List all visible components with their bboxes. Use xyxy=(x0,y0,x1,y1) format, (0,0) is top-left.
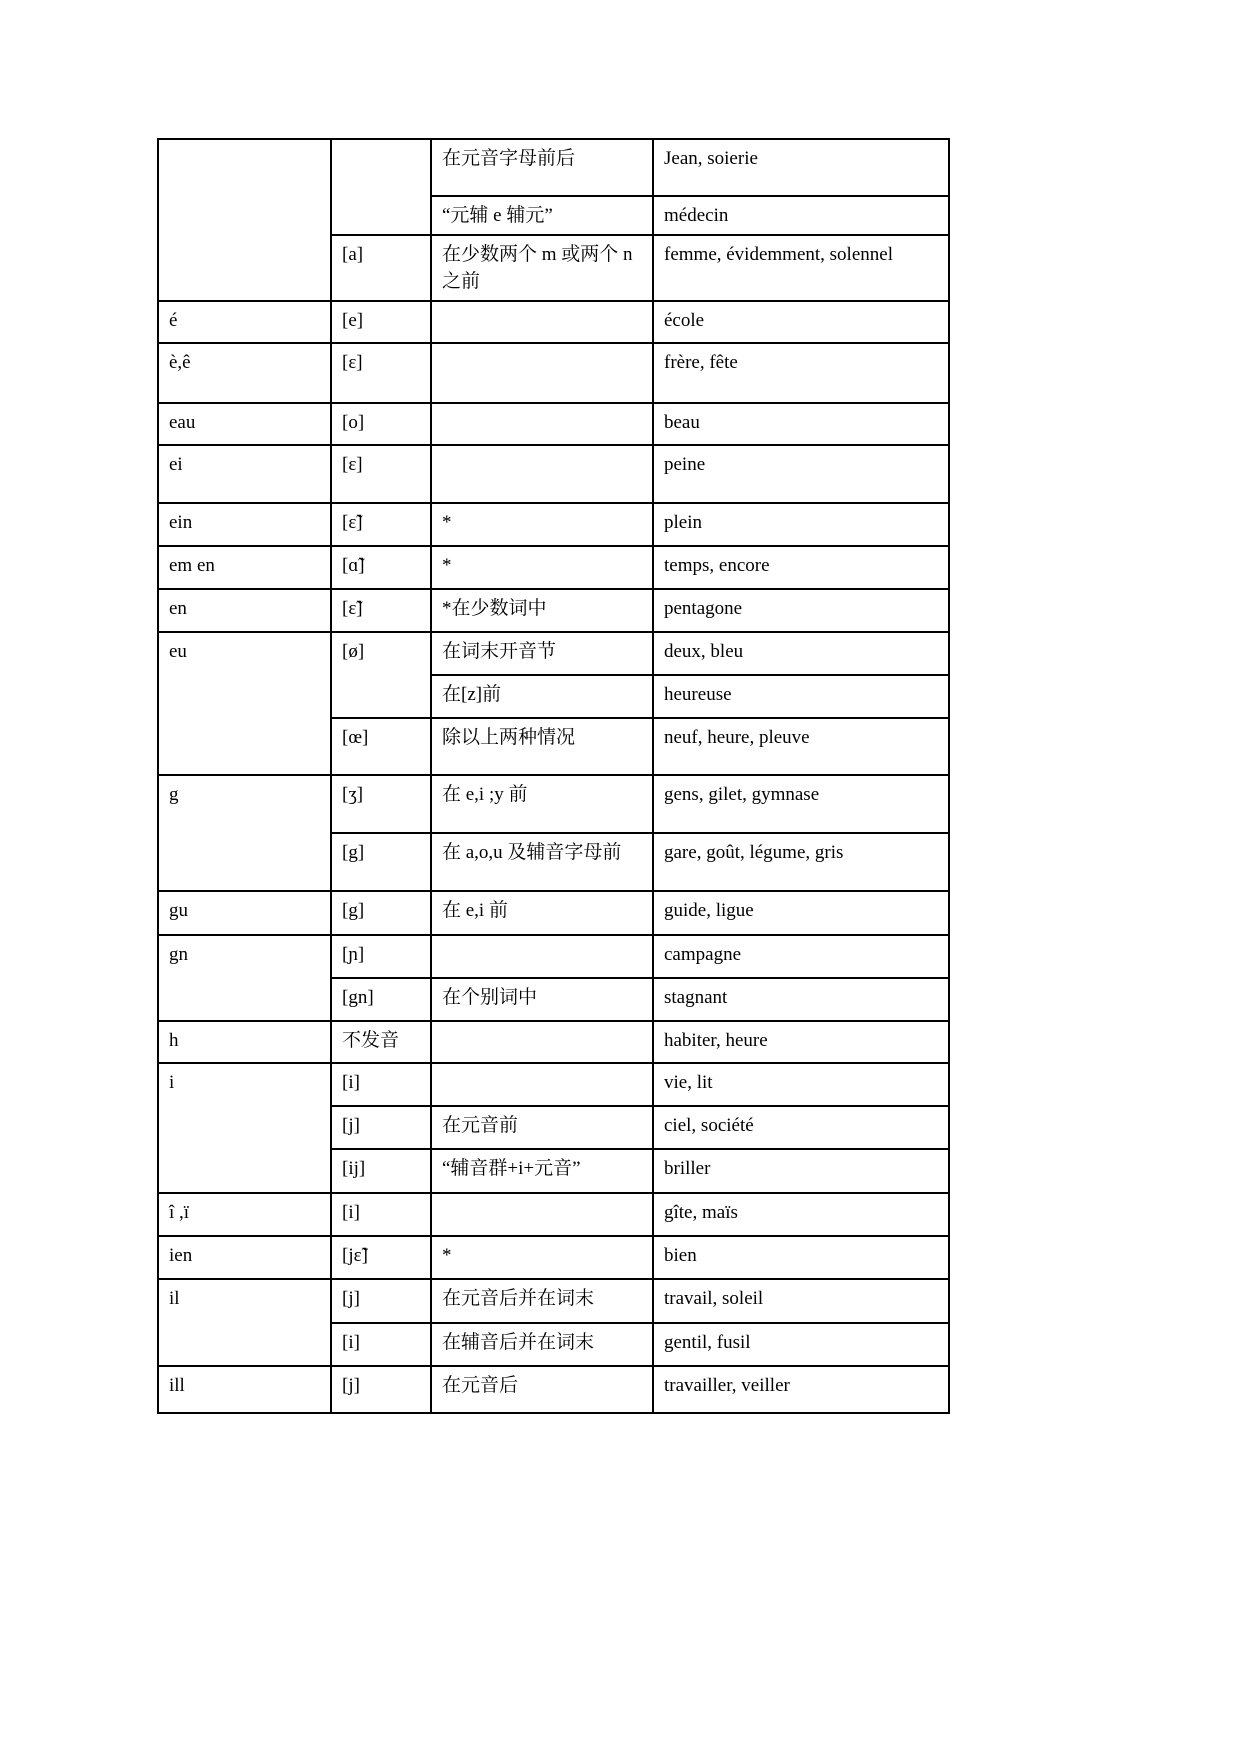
condition-cell: 除以上两种情况 xyxy=(431,718,653,775)
examples-cell: plein xyxy=(653,503,949,546)
examples-cell: médecin xyxy=(653,196,949,235)
condition-cell: “元辅 e 辅元” xyxy=(431,196,653,235)
symbol-cell: [jɛ̃] xyxy=(331,1236,431,1279)
symbol-cell: [a] xyxy=(331,235,431,301)
letter-cell: eu xyxy=(158,632,331,775)
examples-cell: frère, fête xyxy=(653,343,949,403)
examples-cell: campagne xyxy=(653,935,949,978)
symbol-cell: [j] xyxy=(331,1279,431,1323)
table-row xyxy=(158,445,949,503)
examples-cell: deux, bleu xyxy=(653,632,949,675)
letter-cell: ill xyxy=(158,1366,331,1413)
examples-cell: beau xyxy=(653,403,949,445)
condition-cell: * xyxy=(431,1236,653,1279)
symbol-cell: [ʒ] xyxy=(331,775,431,833)
symbol-cell: [j] xyxy=(331,1366,431,1413)
letter-cell: h xyxy=(158,1021,331,1063)
examples-cell: femme, évidemment, solennel xyxy=(653,235,949,301)
condition-cell xyxy=(431,935,653,978)
condition-cell: 在元音前 xyxy=(431,1106,653,1149)
examples-cell: école xyxy=(653,301,949,343)
symbol-cell: [ɛ̃] xyxy=(331,589,431,632)
table-row xyxy=(158,589,949,632)
letter-cell: i xyxy=(158,1063,331,1193)
symbol-cell: [ø] xyxy=(331,632,431,718)
symbol-cell: [œ] xyxy=(331,718,431,775)
symbol-cell: [ɲ] xyxy=(331,935,431,978)
pronunciation-table xyxy=(157,138,950,1414)
symbol-cell: [gn] xyxy=(331,978,431,1021)
condition-cell xyxy=(431,301,653,343)
letter-cell xyxy=(158,139,331,301)
examples-cell: travailler, veiller xyxy=(653,1366,949,1413)
table-row xyxy=(158,1366,949,1413)
table-row xyxy=(158,775,949,833)
condition-cell: 在词末开音节 xyxy=(431,632,653,675)
symbol-cell: [i] xyxy=(331,1193,431,1236)
table-row xyxy=(158,1063,949,1106)
condition-cell: 在元音后 xyxy=(431,1366,653,1413)
condition-cell xyxy=(431,403,653,445)
condition-cell: 在元音字母前后 xyxy=(431,139,653,196)
condition-cell: * xyxy=(431,503,653,546)
letter-cell: eau xyxy=(158,403,331,445)
condition-cell: 在少数两个 m 或两个 n 之前 xyxy=(431,235,653,301)
examples-cell: gens, gilet, gymnase xyxy=(653,775,949,833)
symbol-cell: 不发音 xyxy=(331,1021,431,1063)
symbol-cell: [ij] xyxy=(331,1149,431,1193)
examples-cell: vie, lit xyxy=(653,1063,949,1106)
symbol-cell: [i] xyxy=(331,1063,431,1106)
condition-cell: 在 a,o,u 及辅音字母前 xyxy=(431,833,653,891)
condition-cell: 在个别词中 xyxy=(431,978,653,1021)
condition-cell xyxy=(431,1063,653,1106)
table-row xyxy=(158,1021,949,1063)
letter-cell: é xyxy=(158,301,331,343)
letter-cell: gn xyxy=(158,935,331,1021)
condition-cell xyxy=(431,445,653,503)
symbol-cell: [ɛ] xyxy=(331,343,431,403)
symbol-cell: [ɑ̃] xyxy=(331,546,431,589)
symbol-cell: [i] xyxy=(331,1323,431,1366)
table-row xyxy=(158,403,949,445)
symbol-cell: [o] xyxy=(331,403,431,445)
condition-cell xyxy=(431,1021,653,1063)
table-row xyxy=(158,343,949,403)
condition-cell: *在少数词中 xyxy=(431,589,653,632)
examples-cell: pentagone xyxy=(653,589,949,632)
condition-cell: 在[z]前 xyxy=(431,675,653,718)
examples-cell: temps, encore xyxy=(653,546,949,589)
examples-cell: gare, goût, légume, gris xyxy=(653,833,949,891)
condition-cell xyxy=(431,1193,653,1236)
examples-cell: guide, ligue xyxy=(653,891,949,935)
table-row xyxy=(158,891,949,935)
condition-cell: “辅音群+i+元音” xyxy=(431,1149,653,1193)
examples-cell: ciel, société xyxy=(653,1106,949,1149)
examples-cell: briller xyxy=(653,1149,949,1193)
table-row xyxy=(158,503,949,546)
examples-cell: Jean, soierie xyxy=(653,139,949,196)
symbol-cell: [ɛ] xyxy=(331,445,431,503)
condition-cell: 在 e,i 前 xyxy=(431,891,653,935)
letter-cell: ein xyxy=(158,503,331,546)
letter-cell: il xyxy=(158,1279,331,1366)
letter-cell: em en xyxy=(158,546,331,589)
letter-cell: ien xyxy=(158,1236,331,1279)
examples-cell: gentil, fusil xyxy=(653,1323,949,1366)
condition-cell xyxy=(431,343,653,403)
condition-cell: 在元音后并在词末 xyxy=(431,1279,653,1323)
condition-cell: 在 e,i ;y 前 xyxy=(431,775,653,833)
examples-cell: gîte, maïs xyxy=(653,1193,949,1236)
symbol-cell: [g] xyxy=(331,891,431,935)
examples-cell: heureuse xyxy=(653,675,949,718)
letter-cell: g xyxy=(158,775,331,891)
table-row xyxy=(158,139,949,196)
condition-cell: * xyxy=(431,546,653,589)
table-row xyxy=(158,632,949,675)
examples-cell: neuf, heure, pleuve xyxy=(653,718,949,775)
examples-cell: habiter, heure xyxy=(653,1021,949,1063)
examples-cell: stagnant xyxy=(653,978,949,1021)
table-row xyxy=(158,1236,949,1279)
letter-cell: è,ê xyxy=(158,343,331,403)
symbol-cell: [j] xyxy=(331,1106,431,1149)
examples-cell: peine xyxy=(653,445,949,503)
examples-cell: bien xyxy=(653,1236,949,1279)
condition-cell: 在辅音后并在词末 xyxy=(431,1323,653,1366)
symbol-cell: [g] xyxy=(331,833,431,891)
table-row xyxy=(158,1193,949,1236)
table-row xyxy=(158,935,949,978)
table-row xyxy=(158,301,949,343)
letter-cell: gu xyxy=(158,891,331,935)
table-row xyxy=(158,546,949,589)
letter-cell: î ,ï xyxy=(158,1193,331,1236)
letter-cell: en xyxy=(158,589,331,632)
table-row xyxy=(158,1279,949,1323)
symbol-cell: [ɛ̃] xyxy=(331,503,431,546)
examples-cell: travail, soleil xyxy=(653,1279,949,1323)
letter-cell: ei xyxy=(158,445,331,503)
symbol-cell: [e] xyxy=(331,301,431,343)
symbol-cell xyxy=(331,139,431,235)
